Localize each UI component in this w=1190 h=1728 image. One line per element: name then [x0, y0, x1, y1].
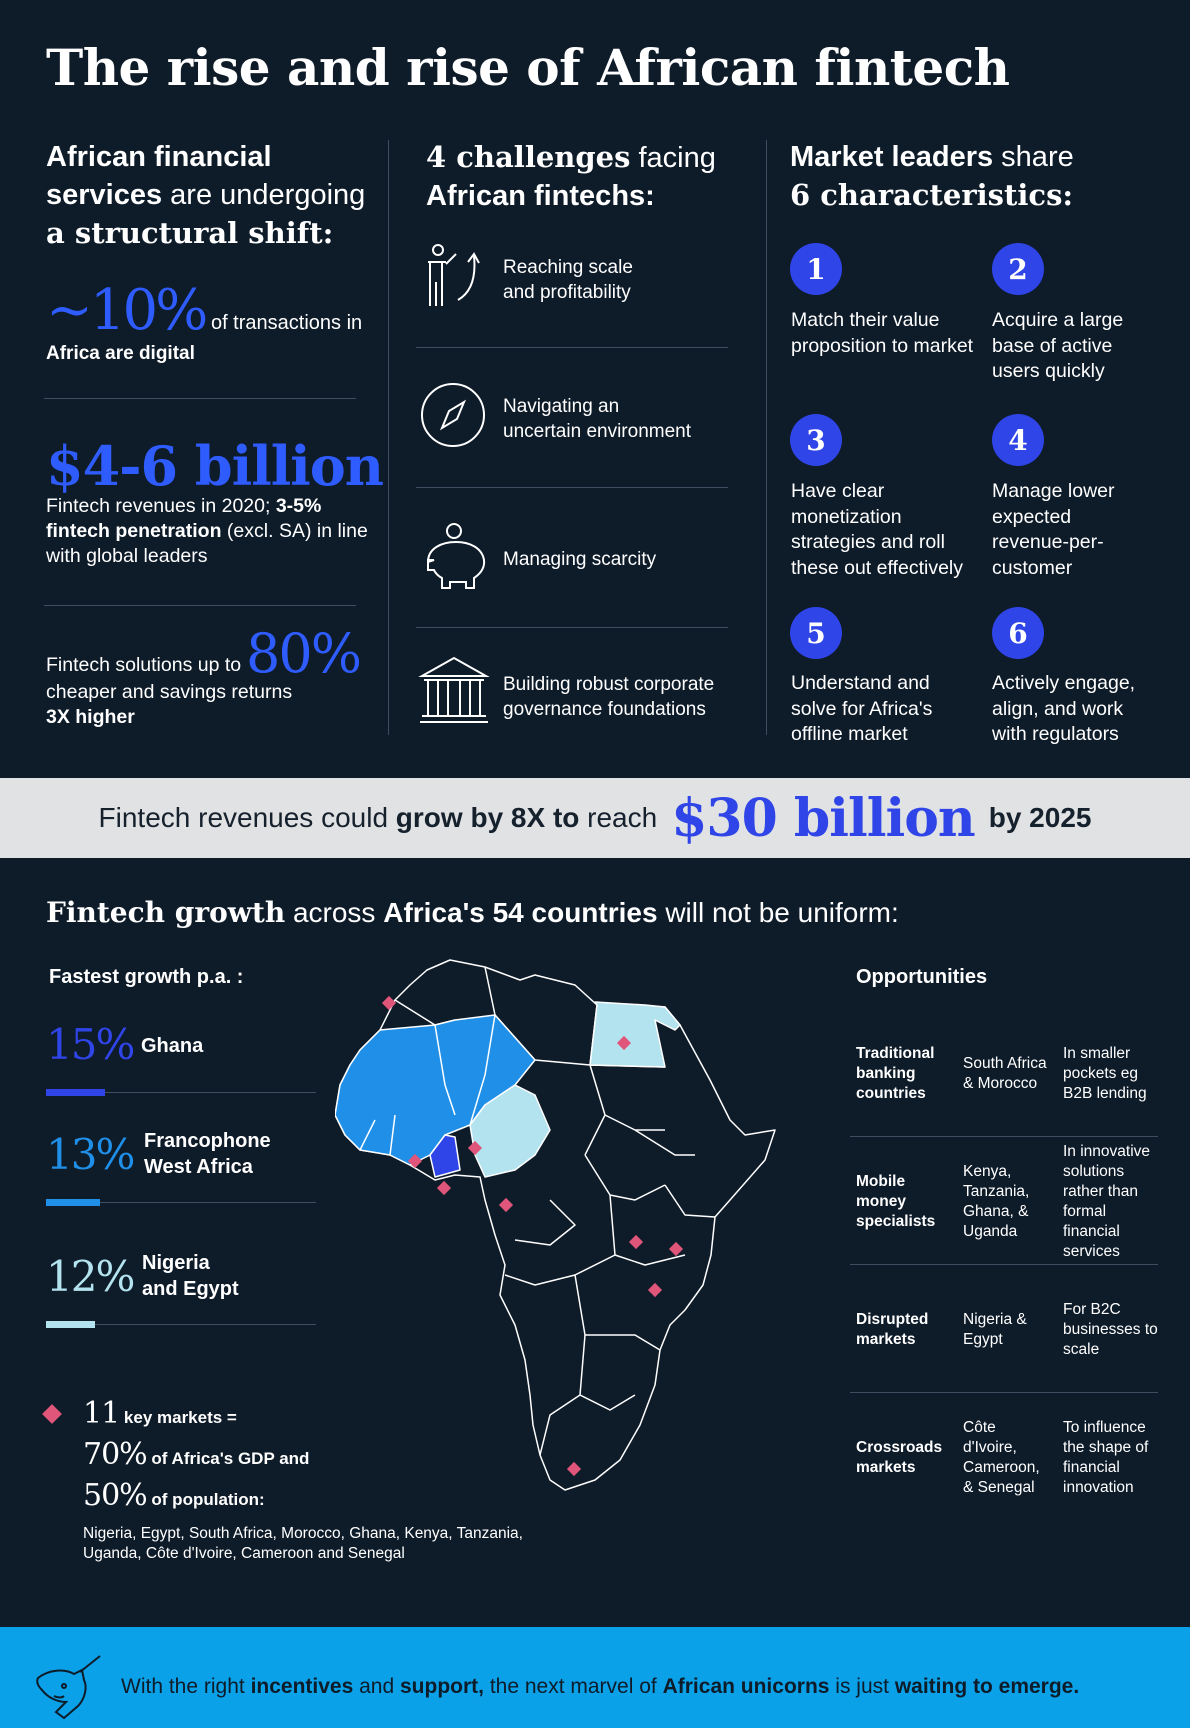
col2-heading: 4 challenges facing African fintechs: — [426, 140, 716, 212]
divider — [416, 347, 728, 348]
growth-bar — [46, 1199, 100, 1206]
characteristic-text: Understand and solve for Africa's offline market — [791, 672, 933, 745]
number-badge: 4 — [992, 414, 1044, 466]
opportunities-title: Opportunities — [856, 966, 988, 988]
characteristic-text: Match their value proposition to market — [791, 309, 974, 357]
compass-icon — [420, 382, 486, 448]
piggy-bank-icon — [418, 522, 490, 594]
number-badge: 1 — [790, 243, 842, 295]
stat-cheaper-value: 80% — [246, 622, 361, 685]
number-badge: 2 — [992, 243, 1044, 295]
stat-cheaper-desc: cheaper and savings returns 3X higher — [46, 681, 293, 728]
divider — [850, 1392, 1158, 1393]
number-badge: 3 — [790, 414, 842, 466]
stat-digital-value: ~10% — [46, 278, 206, 343]
divider — [850, 1136, 1158, 1137]
number-badge: 6 — [992, 607, 1044, 659]
col1-heading: African financial services are undergoing a structural shift: — [46, 141, 366, 250]
divider — [850, 1264, 1158, 1265]
unicorn-icon — [34, 1652, 106, 1722]
banner-year: by 2025 — [988, 802, 1092, 833]
challenge-item: Building robust corporate governance foundations — [503, 674, 715, 720]
stat-revenue-desc: Fintech revenues in 2020; 3-5% fintech penetration (excl. SA) in line with global leaders — [46, 495, 368, 567]
banner-value: $30 billion — [671, 787, 975, 849]
col3-heading: Market leaders share 6 characteristics: — [790, 141, 1074, 212]
growth-bar — [46, 1089, 105, 1096]
page-title: The rise and rise of African fintech — [46, 38, 1010, 97]
africa-map — [335, 955, 845, 1520]
growth-pct: 12% — [46, 1252, 134, 1301]
growth-label: Nigeria and Egypt — [142, 1252, 239, 1300]
characteristic-text: Manage lower expected revenue-per-customer — [992, 480, 1115, 579]
section2-heading: Fintech growth across Africa's 54 countries will not be uniform: — [46, 896, 899, 929]
characteristic-text: Acquire a large base of active users quickly — [992, 309, 1124, 382]
challenge-item: Reaching scale and profitability — [503, 257, 633, 303]
characteristic-text: Have clear monetization strategies and roll these out effectively — [791, 480, 963, 579]
growth-bar — [46, 1321, 95, 1328]
footer-message: With the right incentives and support, the next marvel of African unicorns is just waiting to emerge. — [121, 1675, 1080, 1698]
growth-pct: 13% — [46, 1130, 134, 1179]
key-markets-list: Nigeria, Egypt, South Africa, Morocco, Ghana, Kenya, Tanzania, Uganda, Côte d'Ivoire, Cameroon and Senegal — [83, 1525, 523, 1562]
characteristic-text: Actively engage, align, and work with regulators — [992, 672, 1136, 745]
person-growth-icon — [418, 242, 488, 312]
divider — [416, 487, 728, 488]
growth-label: Ghana — [141, 1035, 204, 1057]
growth-banner — [0, 778, 1190, 858]
key-markets-stat: 11 key markets = 70% of Africa's GDP and 50% of population: — [83, 1396, 310, 1513]
growth-pct: 15% — [46, 1020, 134, 1069]
number-badge: 5 — [790, 607, 842, 659]
stat-revenue-value: $4-6 billion — [46, 434, 384, 498]
stat-digital-transactions: ~10% of transactions in Africa are digital — [46, 278, 363, 364]
growth-label: Francophone West Africa — [144, 1130, 271, 1178]
diamond-marker-icon — [42, 1404, 62, 1424]
banner-text: Fintech revenues could grow by 8X to reach — [98, 802, 658, 833]
fastest-growth-label: Fastest growth p.a. : — [49, 966, 244, 988]
stat-cheaper-text: Fintech solutions up to — [46, 654, 242, 676]
challenge-item: Navigating an uncertain environment — [503, 396, 691, 442]
divider — [44, 605, 356, 606]
market-marker — [437, 1181, 451, 1195]
divider — [416, 627, 728, 628]
divider — [44, 398, 356, 399]
column-divider — [388, 140, 389, 735]
challenge-item: Managing scarcity — [503, 549, 657, 570]
institution-icon — [418, 656, 490, 726]
column-divider — [766, 140, 767, 735]
